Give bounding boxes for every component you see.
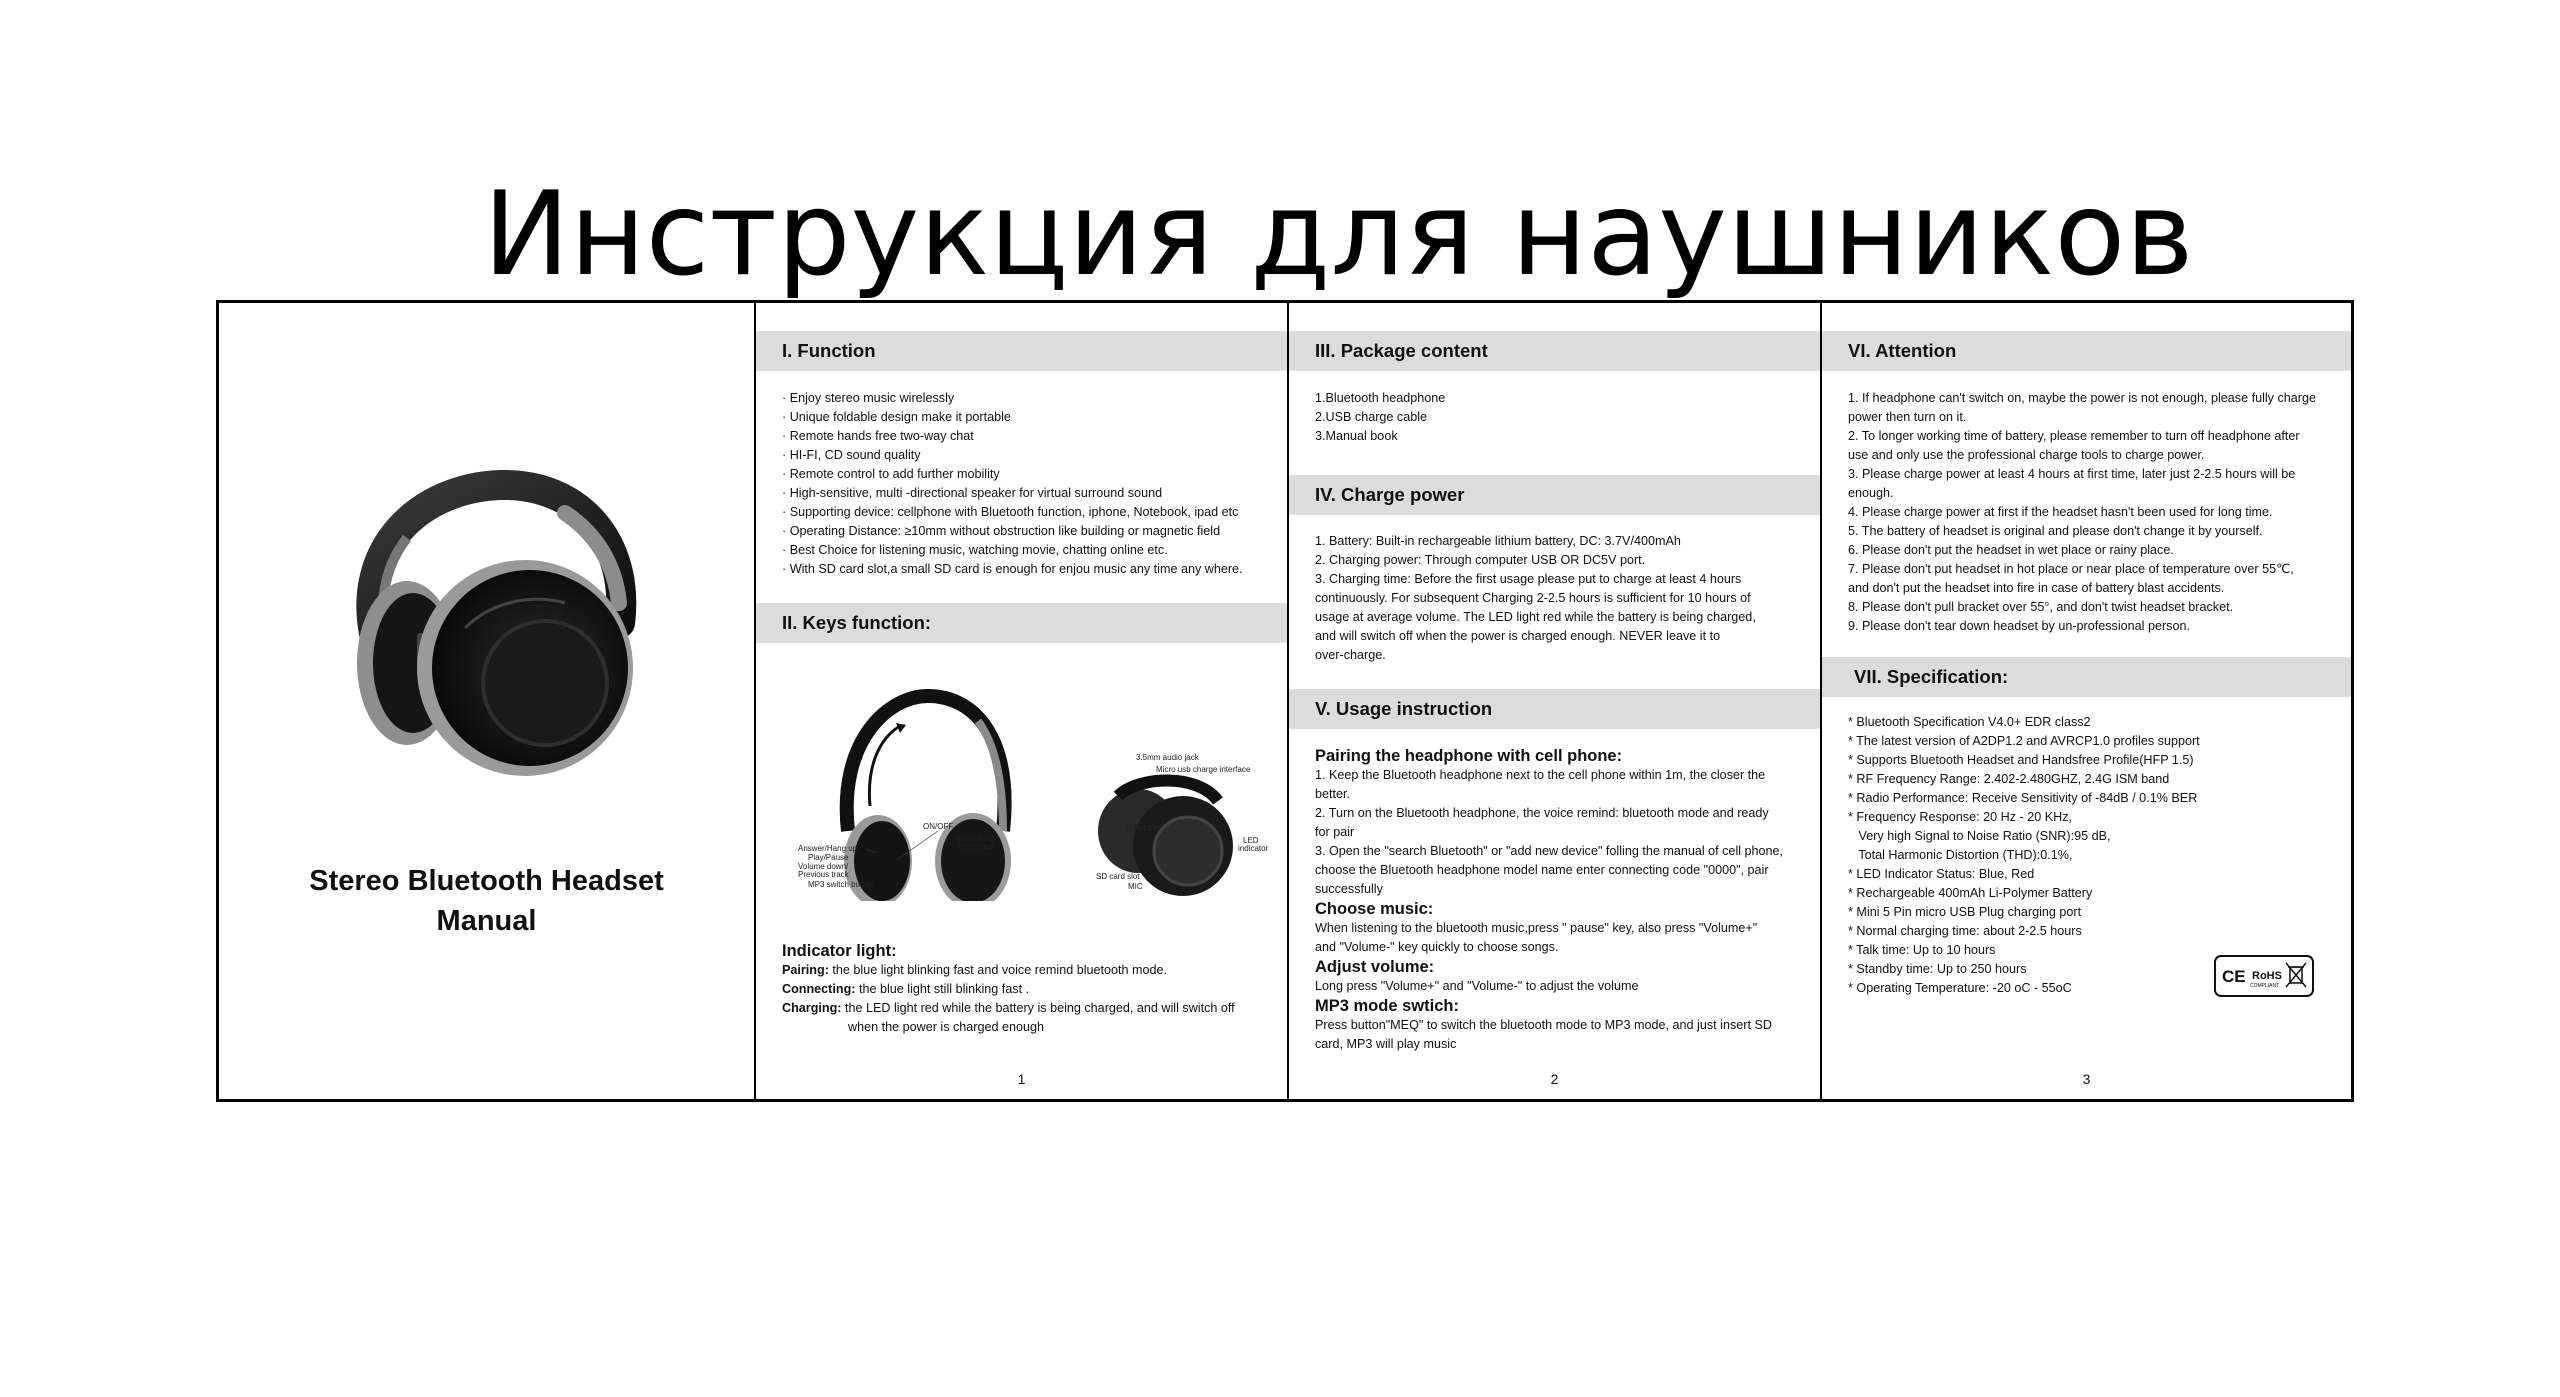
keys-heading: II. Keys function: [756,603,1287,643]
attention-line: enough. [1848,486,1894,500]
keys-diagram [778,681,1278,901]
spec-line: * RF Frequency Range: 2.402-2.480GHZ, 2.4G ISM band [1848,772,2170,786]
spec-line: * Supports Bluetooth Headset and Handsfree Profile(HFP 1.5) [1848,753,2194,767]
label-onoff: ON/OFF [923,822,954,831]
function-item: · Remote hands free two-way chat [782,429,974,443]
usage-line: 1. Keep the Bluetooth headphone next to the cell phone within 1m, the closer the [1315,768,1766,782]
usage-line: for pair [1315,825,1355,839]
spec-line: * Rechargeable 400mAh Li-Polymer Battery [1848,886,2093,900]
manual-sheet [216,300,2354,1102]
spec-line: Very high Signal to Noise Ratio (SNR):95 dB, [1848,829,2111,843]
spec-line: * Talk time: Up to 10 hours [1848,943,1996,957]
attention-line: and don't put the headset into fire in case of battery blast accidents. [1848,581,2225,595]
label-indicator: indicator [1238,844,1269,853]
indicator-section [782,941,1271,1037]
rohs-mark: RoHS [2252,970,2282,982]
usage-line: and "Volume-" key quickly to choose songs. [1315,940,1559,954]
function-heading: I. Function [756,331,1287,371]
indicator-pairing: Pairing: the blue light blinking fast and voice remind bluetooth mode. [782,963,1168,977]
spec-line: * Radio Performance: Receive Sensitivity of -84dB / 0.1% BER [1848,791,2198,805]
indicator-title: Indicator light: [782,942,897,960]
function-item: · Remote control to add further mobility [782,467,1000,481]
page-title: Инструкция для наушников [483,167,2194,302]
spec-line: * Mini 5 Pin micro USB Plug charging port [1848,905,2082,919]
usage-line: Press button"MEQ" to switch the bluetooth mode to MP3 mode, and just insert SD [1315,1018,1772,1032]
label-micro-usb: Micro usb charge interface [1156,765,1251,774]
brand-label: Stereo [553,610,570,636]
usage-line: card, MP3 will play music [1315,1037,1457,1051]
attention-line: 5. The battery of headset is original and please don't change it by yourself. [1848,524,2263,538]
attention-heading: VI. Attention [1822,331,2351,371]
usage-line: successfully [1315,882,1383,896]
charge-line: usage at average volume. The LED light red while the battery is being charged, [1315,610,1756,624]
spec-line: * The latest version of A2DP1.2 and AVRCP1.0 profiles support [1848,734,2200,748]
attention-line: 9. Please don't tear down headset by un-professional person. [1848,619,2190,633]
label-sd-card-slot: SD card slot [1096,872,1140,881]
indicator-connecting: Connecting: the blue light still blinking fast . [782,982,1030,996]
attention-line: 4. Please charge power at first if the headset hasn't been used for long time. [1848,505,2273,519]
package-item: 3.Manual book [1315,429,1398,443]
usage-line: 3. Open the "search Bluetooth" or "add new device" folling the manual of cell phone, [1315,844,1784,858]
usage-line: When listening to the bluetooth music,press " pause" key, also press "Volume+" [1315,921,1758,935]
attention-line: 2. To longer working time of battery, please remember to turn off headphone after [1848,429,2300,443]
usage-line: choose the Bluetooth headphone model name enter connecting code "0000", pair [1315,863,1769,877]
usage-line: Long press "Volume+" and "Volume-" to adjust the volume [1315,979,1639,993]
charge-text [1315,532,1804,665]
charge-line: 3. Charging time: Before the first usage please put to charge at least 4 hours [1315,572,1742,586]
spec-line: * Operating Temperature: -20 oC - 55oC [1848,981,2072,995]
ce-mark: CE [2222,967,2246,986]
label-led: LED [1243,836,1259,845]
attention-line: 3. Please charge power at least 4 hours at first time, later just 2-2.5 hours will be [1848,467,2296,481]
label-next-track: Next track [958,842,995,851]
function-item: · High-sensitive, multi -directional speaker for virtual surround sound [782,486,1163,500]
brand-label-side: Stereo [1126,822,1161,834]
usage-volume-title: Adjust volume: [1315,958,1435,976]
label-volume-up: Volume up/ [956,834,997,843]
label-play: Play/Pause [808,853,849,862]
page-number-1: 1 [1017,1071,1026,1087]
attention-line: 8. Please don't pull bracket over 55°, and don't twist headset bracket. [1848,600,2234,614]
label-answer: Answer/Hang up [798,844,858,853]
panel-page-3 [1820,303,2351,1099]
certification-marks [2214,955,2314,997]
attention-line: 7. Please don't put headset in hot place or near place of temperature over 55℃, [1848,562,2294,576]
rohs-compliant: COMPLIANT [2250,983,2280,989]
indicator-charging-cont: when the power is charged enough [848,1020,1045,1034]
label-mic: MIC [1128,882,1143,891]
label-mp3-switch: MP3 switch button [808,880,874,889]
usage-line: 2. Turn on the Bluetooth headphone, the voice remind: bluetooth mode and ready [1315,806,1769,820]
cover-title-line2: Manual [436,905,537,937]
package-list [1315,389,1804,446]
spec-heading: VII. Specification: [1822,657,2351,697]
function-item: · Supporting device: cellphone with Bluetooth function, iphone, Notebook, ipad etc [782,505,1239,519]
label-audio-jack: 3.5mm audio jack [1136,753,1199,762]
headphones-photo [315,453,655,793]
spec-line: * Normal charging time: about 2-2.5 hours [1848,924,2082,938]
attention-text [1848,389,2335,636]
function-item: · HI-FI, CD sound quality [782,448,921,462]
usage-mp3-title: MP3 mode swtich: [1315,997,1459,1015]
usage-line: better. [1315,787,1351,801]
spec-line: * Bluetooth Specification V4.0+ EDR class2 [1848,715,2091,729]
indicator-charging: Charging: the LED light red while the battery is being charged, and will switch off [782,1001,1235,1015]
charge-line: 2. Charging power: Through computer USB OR DC5V port. [1315,553,1646,567]
function-item: · With SD card slot,a small SD card is enough for enjou music any time any where. [782,562,1243,576]
charge-line: continuously. For subsequent Charging 2-2.5 hours is sufficient for 10 hours of [1315,591,1751,605]
usage-pairing-title: Pairing the headphone with cell phone: [1315,747,1623,765]
function-item: · Operating Distance: ≥10mm without obstruction like building or magnetic field [782,524,1221,538]
attention-line: use and only use the professional charge tools to charge power. [1848,448,2205,462]
label-previous-track: Previous track [798,870,849,879]
spec-line: * LED Indicator Status: Blue, Red [1848,867,2035,881]
panel-page-1 [754,303,1287,1099]
package-heading: III. Package content [1289,331,1820,371]
attention-line: 1. If headphone can't switch on, maybe the power is not enough, please fully charge [1848,391,2316,405]
cover-panel [219,303,754,1099]
function-item: · Best Choice for listening music, watching movie, chatting online etc. [782,543,1168,557]
charge-line: over-charge. [1315,648,1386,662]
label-volume-down: Volume down/ [798,862,849,871]
function-item: · Unique foldable design make it portable [782,410,1011,424]
spec-line: * Standby time: Up to 250 hours [1848,962,2027,976]
package-item: 1.Bluetooth headphone [1315,391,1446,405]
page-number-2: 2 [1550,1071,1559,1087]
cover-title [219,861,754,941]
charge-heading: IV. Charge power [1289,475,1820,515]
charge-line: 1. Battery: Built-in rechargeable lithium battery, DC: 3.7V/400mAh [1315,534,1681,548]
panel-page-2 [1287,303,1820,1099]
attention-line: 6. Please don't put the headset in wet place or rainy place. [1848,543,2174,557]
usage-text [1315,746,1804,1054]
spec-line: Total Harmonic Distortion (THD):0.1%, [1848,848,2073,862]
function-item: · Enjoy stereo music wirelessly [782,391,955,405]
charge-line: and will switch off when the power is charged enough. NEVER leave it to [1315,629,1721,643]
spec-line: * Frequency Response: 20 Hz - 20 KHz, [1848,810,2072,824]
page-number-3: 3 [2082,1071,2091,1087]
function-list [782,389,1271,579]
attention-line: power then turn on it. [1848,410,1967,424]
package-item: 2.USB charge cable [1315,410,1428,424]
usage-music-title: Choose music: [1315,900,1434,918]
usage-heading: V. Usage instruction [1289,689,1820,729]
cover-title-line1: Stereo Bluetooth Headset [309,865,664,897]
